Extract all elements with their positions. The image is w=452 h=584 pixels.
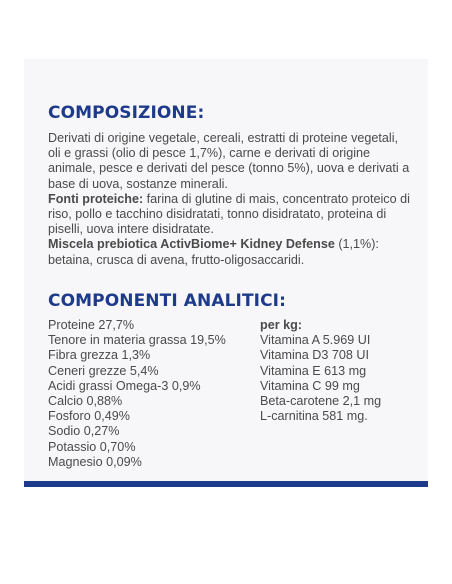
analytical-item-ash: Ceneri grezze 5,4% xyxy=(48,363,159,378)
protein-sources-label: Fonti proteiche: xyxy=(48,191,144,206)
prebiotic-blend-paragraph xyxy=(48,237,410,267)
per-kg-heading: per kg: xyxy=(260,318,302,332)
composition-main-text: Derivati di origine vegetale, cereali, estratti di proteine vegetali, oli e grassi (olio di pesce 1,7%), carne e derivati di origine animale, pesce e derivati del pesce (tonno 5%), uova e derivati a base di uova, sostanze minerali. xyxy=(48,131,410,191)
analytical-item-fibre: Fibra grezza 1,3% xyxy=(48,348,151,363)
composition-main-paragraph xyxy=(48,131,410,192)
analytical-item-magnesium: Magnesio 0,09% xyxy=(48,454,142,469)
additive-item-vitamin-e: Vitamina E 613 mg xyxy=(260,363,367,378)
analytical-item-potassium: Potassio 0,70% xyxy=(48,439,136,454)
analytical-item-fat: Tenore in materia grassa 19,5% xyxy=(48,333,226,348)
per-kg-list xyxy=(260,318,381,424)
analytical-item-omega3: Acidi grassi Omega-3 0,9% xyxy=(48,378,201,393)
additive-item-beta-carotene: Beta-carotene 2,1 mg xyxy=(260,394,382,409)
composition-text xyxy=(48,131,410,268)
protein-sources-paragraph xyxy=(48,192,410,238)
bottom-accent-bar xyxy=(24,481,428,487)
analytical-item-calcium: Calcio 0,88% xyxy=(48,394,123,409)
protein-sources-text: farina di glutine di mais, concentrato proteico di riso, pollo e tacchino disidratati, tonno disidratato, proteina di piselli, uova intere disidratate. xyxy=(48,191,410,237)
analytical-item-phosphorus: Fosforo 0,49% xyxy=(48,409,130,424)
composition-heading: COMPOSIZIONE: xyxy=(48,103,205,123)
analytical-components-heading: COMPONENTI ANALITICI: xyxy=(48,291,286,311)
prebiotic-blend-text: (1,1%): betaina, crusca di avena, frutto-oligosaccaridi. xyxy=(48,237,379,267)
analytical-components-list xyxy=(48,318,226,470)
additive-item-vitamin-a: Vitamina A 5.969 UI xyxy=(260,333,371,348)
additive-item-l-carnitine: L-carnitina 581 mg. xyxy=(260,409,368,424)
additive-item-vitamin-d3: Vitamina D3 708 UI xyxy=(260,348,369,363)
analytical-item-protein: Proteine 27,7% xyxy=(48,318,135,332)
additive-item-vitamin-c: Vitamina C 99 mg xyxy=(260,378,360,393)
analytical-item-sodium: Sodio 0,27% xyxy=(48,424,120,439)
prebiotic-blend-label: Miscela prebiotica ActivBiome+ Kidney Defense xyxy=(48,237,335,252)
